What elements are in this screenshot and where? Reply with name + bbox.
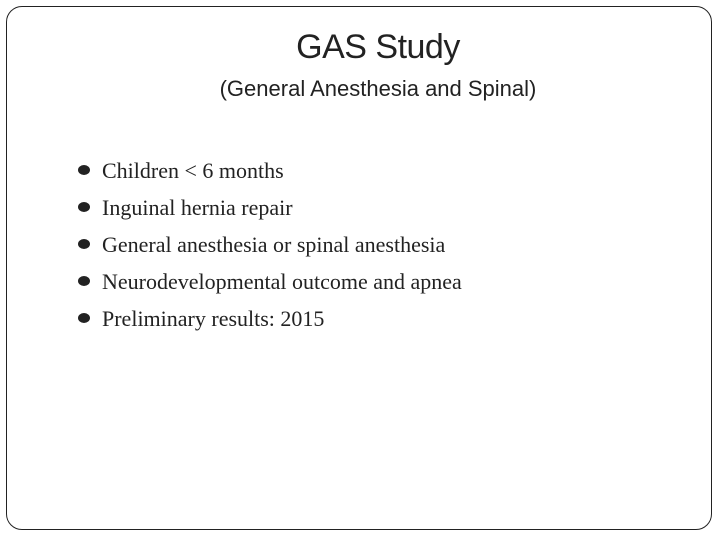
bullet-text: Preliminary results: 2015 bbox=[102, 306, 325, 331]
bullet-text: Inguinal hernia repair bbox=[102, 195, 293, 220]
bullet-icon bbox=[78, 165, 90, 175]
bullet-icon bbox=[78, 313, 90, 323]
slide-subtitle: (General Anesthesia and Spinal) bbox=[219, 76, 537, 101]
bullet-text: Neurodevelopmental outcome and apnea bbox=[102, 269, 462, 294]
bullet-icon bbox=[78, 239, 90, 249]
slide-title: GAS Study bbox=[296, 28, 460, 66]
bullet-text: General anesthesia or spinal anesthesia bbox=[102, 232, 446, 257]
bullet-icon bbox=[78, 202, 90, 212]
bullet-icon bbox=[78, 276, 90, 286]
bullet-text: Children < 6 months bbox=[102, 158, 284, 183]
